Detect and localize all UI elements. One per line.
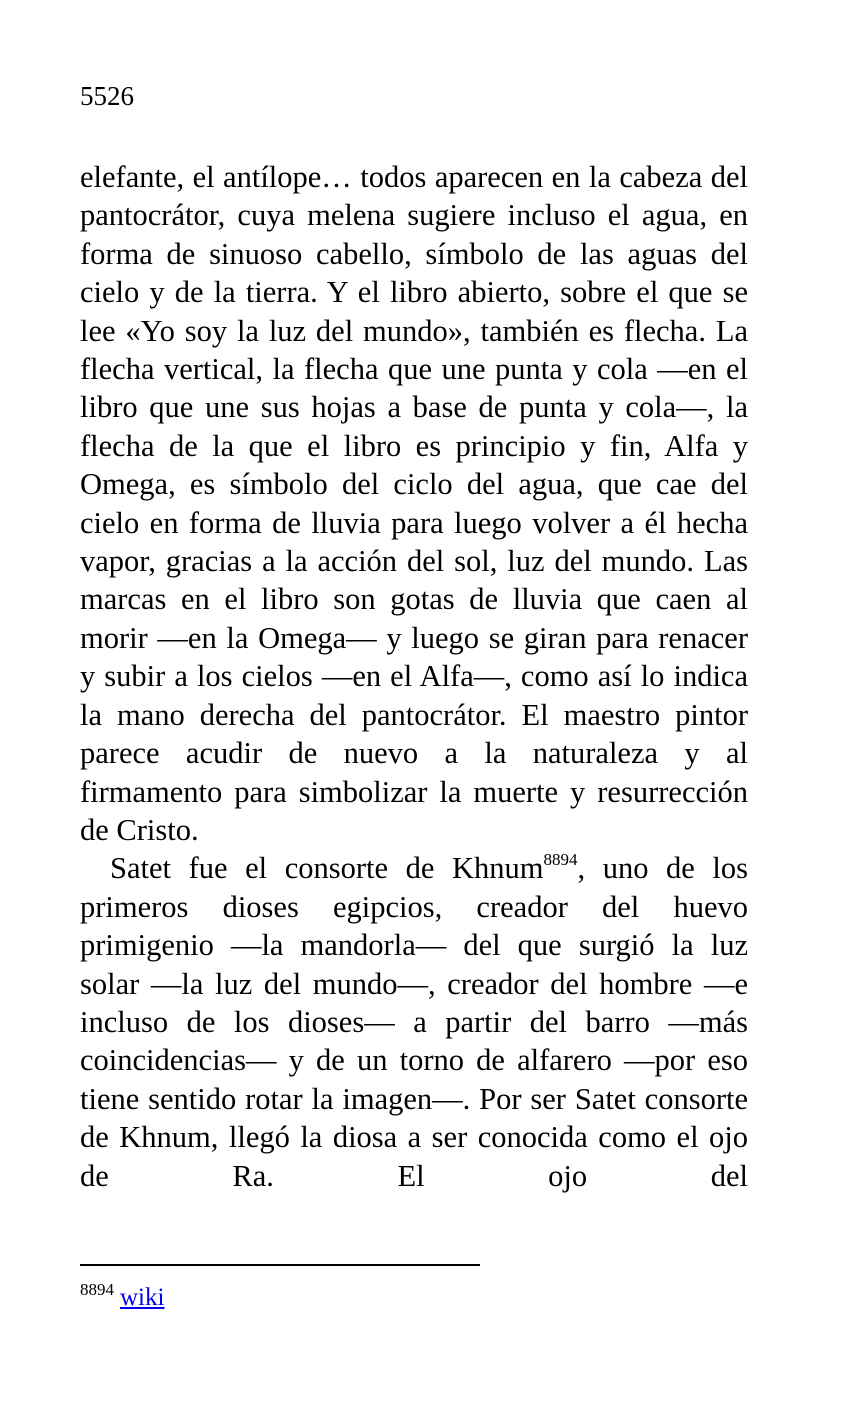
paragraph-2-before-ref: Satet fue el consorte de Khnum: [110, 851, 544, 886]
paragraph-1: elefante, el antílope… todos aparecen en la cabeza del pantocrátor, cuya melena sugiere incluso el agua, en forma de sinuoso cabello, símbolo de las aguas del cielo y de la tierra. Y el libro abierto, sobre el que se lee «Yo soy la luz del mundo», también es flecha. La flecha vertical, la flecha que une punta y cola —en el libro que une sus hojas a base de punta y cola—, la flecha de la que el libro es principio y fin, Alfa y Omega, es símbolo del ciclo del agua, que cae del cielo en forma de lluvia para luego volver a él hecha vapor, gracias a la acción del sol, luz del mundo. Las marcas en el libro son gotas de lluvia que caen al morir —en la Omega— y luego se giran para renacer y subir a los cielos —en el Alfa—, como así lo indica la mano derecha del pantocrátor. El maestro pintor parece acudir de nuevo a la naturaleza y al firmamento para simbolizar la muerte y resurrección de Cristo.: [80, 160, 748, 847]
footnote-reference: 8894: [543, 850, 578, 870]
paragraph-2-after-ref: , uno de los primeros dioses egipcios, creador del huevo primigenio —la mandorla— del que surgió la luz solar —la luz del mundo—, creador del hombre —e incluso de los dioses— a partir del barro —más coincidencias— y de un torno de alfarero —por eso tiene sentido rotar la imagen—. Por ser Satet consorte de Khnum, llegó la diosa a ser conocida como el ojo de Ra. El ojo del: [80, 851, 748, 1193]
footnote-number: 8894: [80, 1280, 114, 1299]
paragraph-2: [80, 849, 748, 1195]
footnote-divider: [80, 1264, 480, 1266]
footnote: [80, 1280, 164, 1316]
body-text: [80, 158, 748, 1195]
page-number: 5526: [80, 81, 134, 111]
footnote-wiki-link[interactable]: wiki: [120, 1284, 165, 1311]
